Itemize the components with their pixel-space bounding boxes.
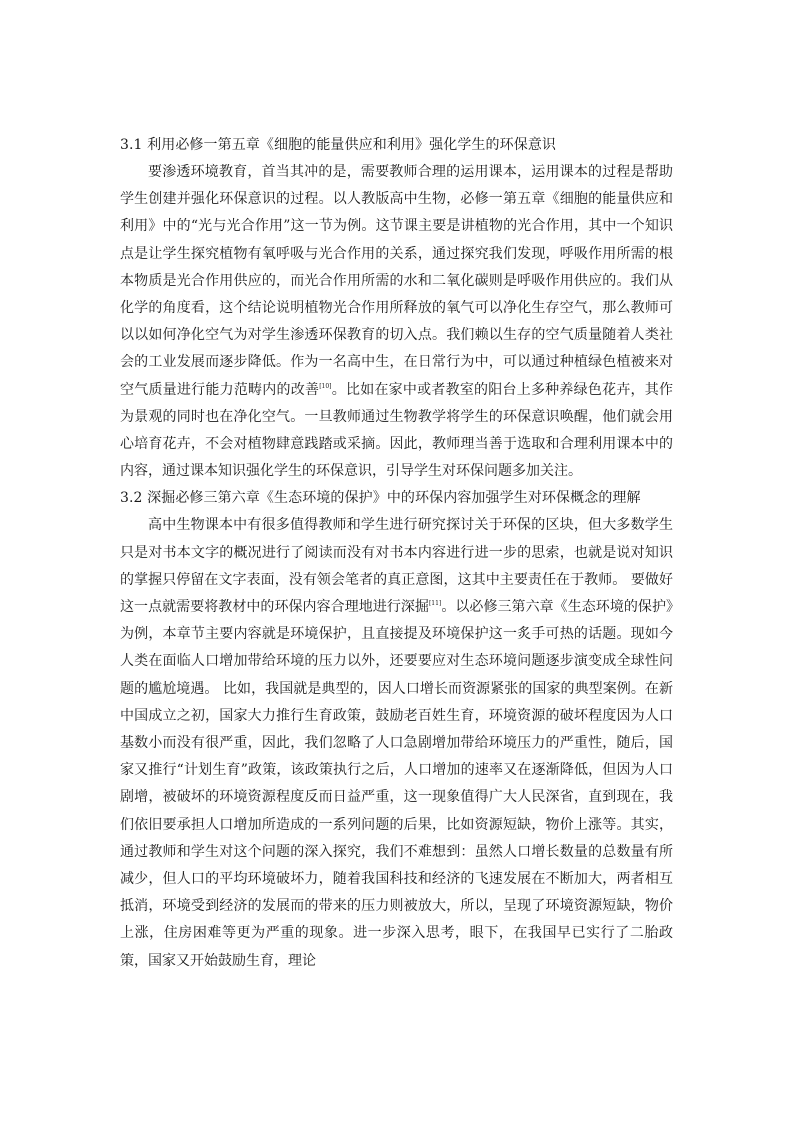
section-heading-3-1: 3.1 利用必修一第五章《细胞的能量供应和利用》强化学生的环保意识	[120, 137, 557, 153]
paragraph-text: 。比如在家中或者教室的阳台上多种养绿色花卉，其作为景观的同时也在净化空气。一旦教师通过生物教学将学生的环保意识唤醒，他们就会用心培育花卉，不会对植物肆意践踏或采摘。因此，教师理当善于选取和合理利用课本中的内容，通过课本知识强化学生的环保意识，引导学生对环保问题多加关注。	[120, 381, 674, 480]
section-heading-3-2: 3.2 深掘必修三第六章《生态环境的保护》中的环保内容加强学生对环保概念的理解	[120, 490, 641, 507]
section-3-1-paragraph	[120, 159, 673, 485]
citation-ref-11: [11]	[428, 600, 442, 608]
paragraph-text: 高中生物课本中有很多值得教师和学生进行研究探讨关于环保的区块，但大多数学生只是对书本文字的概况进行了阅读而没有对书本内容进行进一步的思索，也就是说对知识的掌握只停留在文字表面，没有领会笔者的真正意图，这其中主要责任在于教师。 要做好这一点就需要将教材中的环保内容合理地进行深掘	[120, 517, 673, 616]
section-3-2-paragraph	[120, 512, 673, 974]
document-page	[120, 132, 673, 975]
paragraph-text: 要渗透环境教育，首当其冲的是，需要教师合理的运用课本，运用课本的过程是帮助学生创建并强化环保意识的过程。以人教版高中生物，必修一第五章《细胞的能量供应和利用》中的“光与光合作用”这一节为例。这节课主要是讲植物的光合作用，其中一个知识点是让学生探究植物有氧呼吸与光合作用的关系，通过探究我们发现，呼吸作用所需的根本物质是光合作用供应的，而光合作用所需的水和二氧化碳则是呼吸作用供应的。我们从化学的角度看，这个结论说明植物光合作用所释放的氧气可以净化生存空气，那么教师可以以如何净化空气为对学生渗透环保教育的切入点。我们赖以生存的空气质量随着人类社会的工业发展而逐步降低。作为一名高中生，在日常行为中，可以通过种植绿色植被来对空气质量进行能力范畴内的改善	[120, 164, 673, 398]
paragraph-text: 。以必修三第六章《生态环境的保护》为例，本章节主要内容就是环境保护，且直接提及环境保护这一炙手可热的话题。现如今人类在面临人口增加带给环境的压力以外，还要要应对生态环境问题逐步演变成全球性问题的尴尬境遇。 比如，我国就是典型的，因人口增长而资源紧张的国家的典型案例。在新中国成立之初，国家大力推行生育政策，鼓励老百姓生育，环境资源的破坏程度因为人口基数小而没有很严重，因此，我们忽略了人口急剧增加带给环境压力的严重性，随后，国家又推行“计划生育”政策，该政策执行之后，人口增加的速率又在逐渐降低，但因为人口剧增，被破坏的环境资源程度反而日益严重，这一现象值得广大人民深省，直到现在，我们依旧要承担人口增加所造成的一系列问题的后果，比如资源短缺，物价上涨等。其实，通过教师和学生对这个问题的深入探究，我们不难想到：虽然人口增长数量的总数量有所减少，但人口的平均环境破坏力，随着我国科技和经济的飞速发展在不断加大，两者相互抵消，环境受到经济的发展而的带来的压力则被放大，所以，呈现了环境资源短缺，物价上涨，住房困难等更为严重的现象。进一步深入思考，眼下，在我国早已实行了二胎政策，国家又开始鼓励生育，理论	[120, 599, 674, 969]
citation-ref-10: [10]	[319, 382, 332, 390]
